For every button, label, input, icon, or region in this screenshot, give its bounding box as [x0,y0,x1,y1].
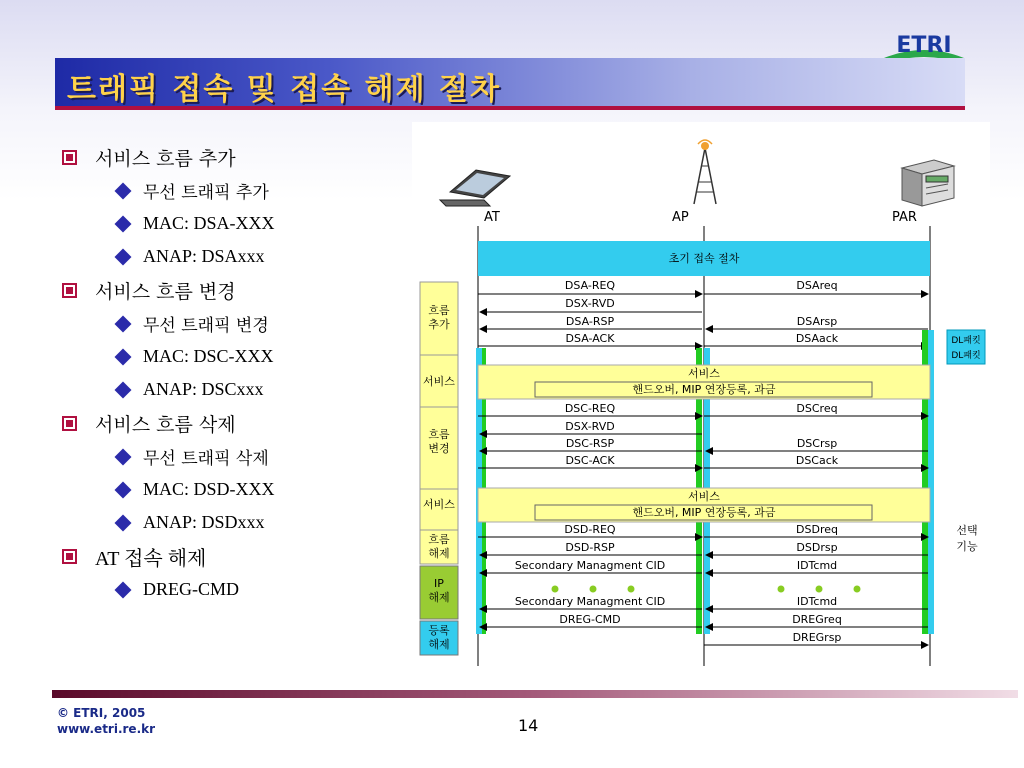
page-number: 14 [518,716,539,735]
side-label-text: 해제 [428,591,450,604]
sub-bullet [62,207,412,240]
footer-url: www.etri.re.kr [57,722,156,736]
diamond-bullet-icon [115,182,132,199]
diamond-bullet-icon [115,581,132,598]
logo-text: ETRI [896,33,952,58]
sub-bullet [62,506,412,539]
diamond-bullet-icon [115,514,132,531]
side-label-text: 서비스 [423,375,455,388]
optional-label: 선택 [956,524,978,537]
msg-idtcmd: IDTcmd [796,559,838,572]
side-label-text: 서비스 [423,498,455,511]
bullet-list [62,140,412,606]
sub-bullet [62,473,412,506]
msg-dregrsp: DREGrsp [792,631,842,644]
sub-bullet [62,340,412,373]
msg-dsx-rvd: DSX-RVD [565,420,615,433]
square-bullet-icon [62,416,77,431]
sub-bullet [62,307,412,340]
sub-bullet [62,440,412,473]
diamond-bullet-icon [115,481,132,498]
optional-label: 기능 [956,540,978,553]
msg-dregreq: DREGreq [792,613,842,626]
msg-sec-cid: Secondary Managment CID [514,595,666,608]
msg-dsa-ack: DSA-ACK [565,332,615,345]
sub-bullet [62,573,412,606]
msg-dsd-req: DSD-REQ [564,523,616,536]
msg-dsc-req: DSC-REQ [564,402,616,415]
entity-par: PAR [892,210,917,225]
diamond-bullet-icon [115,348,132,365]
sub-bullet [62,174,412,207]
bullet-label: AT 접속 해제 [95,547,207,570]
bullet-flow-add [62,140,412,174]
side-label-text: 흐름 [428,304,450,317]
sub-bullet-text: MAC: DSD-XXX [143,479,275,499]
side-label-text: 변경 [428,442,450,455]
msg-dsd-rsp: DSD-RSP [565,541,615,554]
side-label-text: 해제 [428,547,450,560]
footer-info [57,705,155,737]
msg-idtcmd: IDTcmd [796,595,838,608]
msg-dsx-rvd: DSX-RVD [565,297,615,310]
sub-bullet-text: DREG-CMD [143,579,240,599]
msg-dreg-cmd: DREG-CMD [559,613,621,626]
entity-at: AT [484,210,500,225]
msg-dsa-req: DSA-REQ [564,279,616,292]
side-label-text: 해제 [428,638,450,651]
diamond-bullet-icon [115,448,132,465]
msg-dsdrsp: DSDrsp [796,541,838,554]
diamond-bullet-icon [115,248,132,265]
side-label-text: 등록 [428,624,450,637]
msg-dsaack: DSAack [795,332,839,345]
side-label-text: 흐름 [428,428,450,441]
service-sub-label: 핸드오버, MIP 연장등록, 과금 [632,506,776,519]
bullet-label: 서비스 흐름 삭제 [95,413,236,436]
diamond-bullet-icon [115,315,132,332]
bullet-flow-delete [62,406,412,440]
bullet-at-release [62,539,412,573]
sub-bullet [62,240,412,273]
msg-dsc-rsp: DSC-RSP [565,437,615,450]
initial-access-label: 초기 접속 절차 [668,252,740,265]
sub-bullet-text: 무선 트래픽 변경 [143,316,269,336]
service-label: 서비스 [688,367,720,380]
diamond-bullet-icon [115,381,132,398]
side-label-text: IP [434,577,444,590]
msg-dscrsp: DSCrsp [796,437,838,450]
antenna-tower-icon [694,140,716,204]
msg-dsc-ack: DSC-ACK [565,454,615,467]
msg-dsarsp: DSArsp [796,315,838,328]
sub-bullet-text: MAC: DSC-XXX [143,346,274,366]
sub-bullet-text: 무선 트래픽 추가 [143,183,269,203]
sequence-diagram [412,122,990,682]
bullet-label: 서비스 흐름 변경 [95,280,236,303]
dl-packet-label: DL패킷 [951,351,981,361]
sub-bullet [62,373,412,406]
service-sub-label: 핸드오버, MIP 연장등록, 과금 [632,383,776,396]
msg-dsdreq: DSDreq [796,523,838,536]
msg-sec-cid: Secondary Managment CID [514,559,666,572]
dl-packet-label: DL패킷 [951,336,981,346]
copyright-text: © ETRI, 2005 [57,706,146,720]
msg-dscack: DSCack [795,454,839,467]
sub-bullet-text: 무선 트래픽 삭제 [143,449,269,469]
square-bullet-icon [62,549,77,564]
sub-bullet-text: ANAP: DSDxxx [143,512,265,532]
bullet-label: 서비스 흐름 추가 [95,147,236,170]
laptop-icon [440,170,510,206]
diamond-bullet-icon [115,215,132,232]
msg-dsa-rsp: DSA-RSP [565,315,615,328]
service-label: 서비스 [688,490,720,503]
footer-divider [52,690,1018,698]
side-label-text: 흐름 [428,533,450,546]
bullet-flow-change [62,273,412,307]
server-icon [902,160,954,206]
entity-ap: AP [672,210,689,225]
square-bullet-icon [62,283,77,298]
msg-dscreq: DSCreq [796,402,838,415]
sub-bullet-text: ANAP: DSAxxx [143,246,265,266]
msg-dsareq: DSAreq [796,279,838,292]
sub-bullet-text: ANAP: DSCxxx [143,379,264,399]
title-bar [55,58,965,110]
side-label-text: 추가 [428,318,450,331]
sub-bullet-text: MAC: DSA-XXX [143,213,275,233]
page-title: 트래픽 접속 및 접속 해제 절차 [67,72,501,107]
square-bullet-icon [62,150,77,165]
